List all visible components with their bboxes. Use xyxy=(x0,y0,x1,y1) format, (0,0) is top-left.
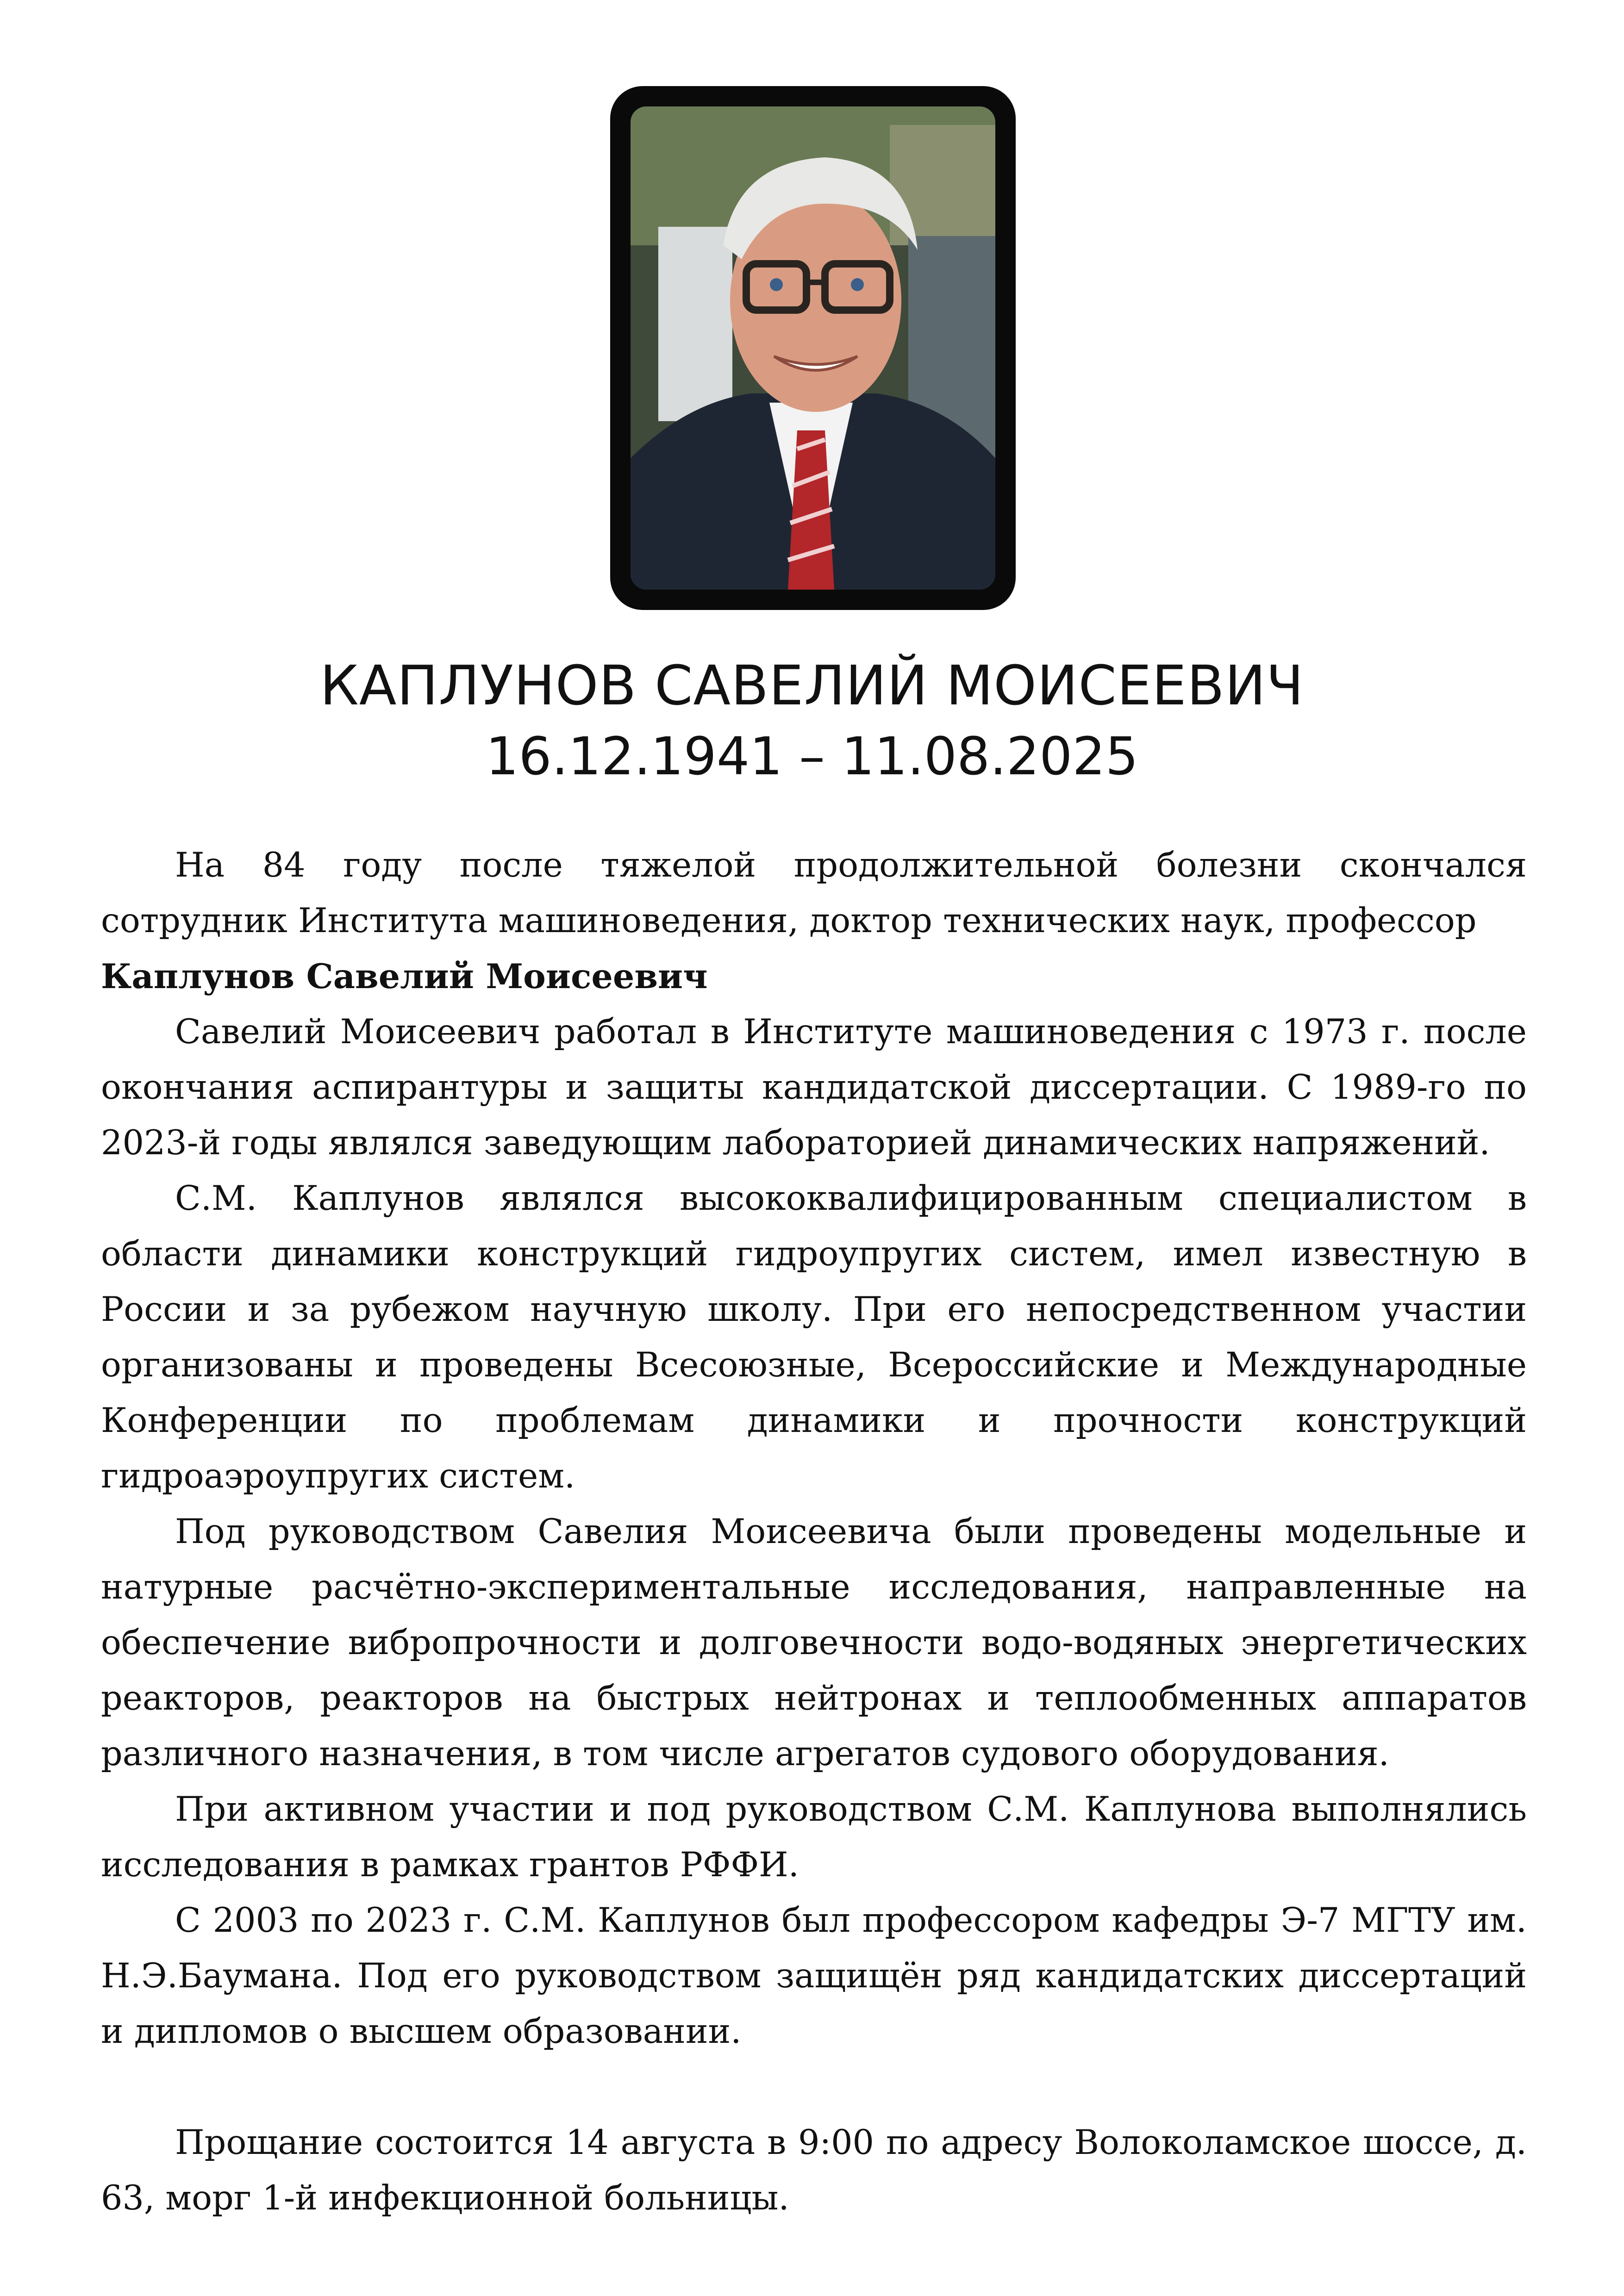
portrait-frame xyxy=(610,86,1016,610)
portrait-photo xyxy=(631,106,995,590)
paragraph-name-bold: Каплунов Савелий Моисеевич xyxy=(101,957,708,996)
paragraph-grants: При активном участии и под руководством С.М. Каплунова выполнялись исследования в рамках грантов РФФИ. xyxy=(101,1790,1527,1885)
paragraph-research: Под руководством Савелия Моисеевича были проведены модельные и натурные расчётно-экспериментальные исследования, направленные на обеспечение вибропрочности и долговечности водо-водяных энергетических реакторов, реакторов на быстрых нейтронах и теплообменных аппаратов различного назначения, в том числе агрегатов судового оборудования. xyxy=(101,1512,1527,1773)
obituary-text xyxy=(101,838,1527,2226)
paragraph-teaching: С 2003 по 2023 г. С.М. Каплунов был профессором кафедры Э-7 МГТУ им. Н.Э.Баумана. Под его руководством защищён ряд кандидатских диссертаций и дипломов о высшем образовании. xyxy=(101,1901,1527,2051)
paragraph-expertise: С.М. Каплунов являлся высококвалифицированным специалистом в области динамики конструкций гидроупругих систем, имел известную в России и за рубежом научную школу. При его непосредственном участии организованы и проведены Всесоюзные, Всероссийские и Международные Конференции по проблемам динамики и прочности конструкций гидроаэроупругих систем. xyxy=(101,1179,1527,1496)
paragraph-career: Савелий Моисеевич работал в Институте машиноведения с 1973 г. после окончания аспирантуры и защиты кандидатской диссертации. С 1989-го по 2023-й годы являлся заведующим лабораторией динамических напряжений. xyxy=(101,1012,1527,1163)
lifespan-dates: 16.12.1941 – 11.08.2025 xyxy=(486,727,1138,787)
paragraph-intro: На 84 году после тяжелой продолжительной болезни скончался сотрудник Института машиноведения, доктор технических наук, профессор xyxy=(101,846,1527,940)
paragraph-farewell: Прощание состоится 14 августа в 9:00 по адресу Волоколамское шоссе, д. 63, морг 1-й инфекционной больницы. xyxy=(101,2123,1527,2218)
person-name: КАПЛУНОВ САВЕЛИЙ МОИСЕЕВИЧ xyxy=(320,653,1304,717)
